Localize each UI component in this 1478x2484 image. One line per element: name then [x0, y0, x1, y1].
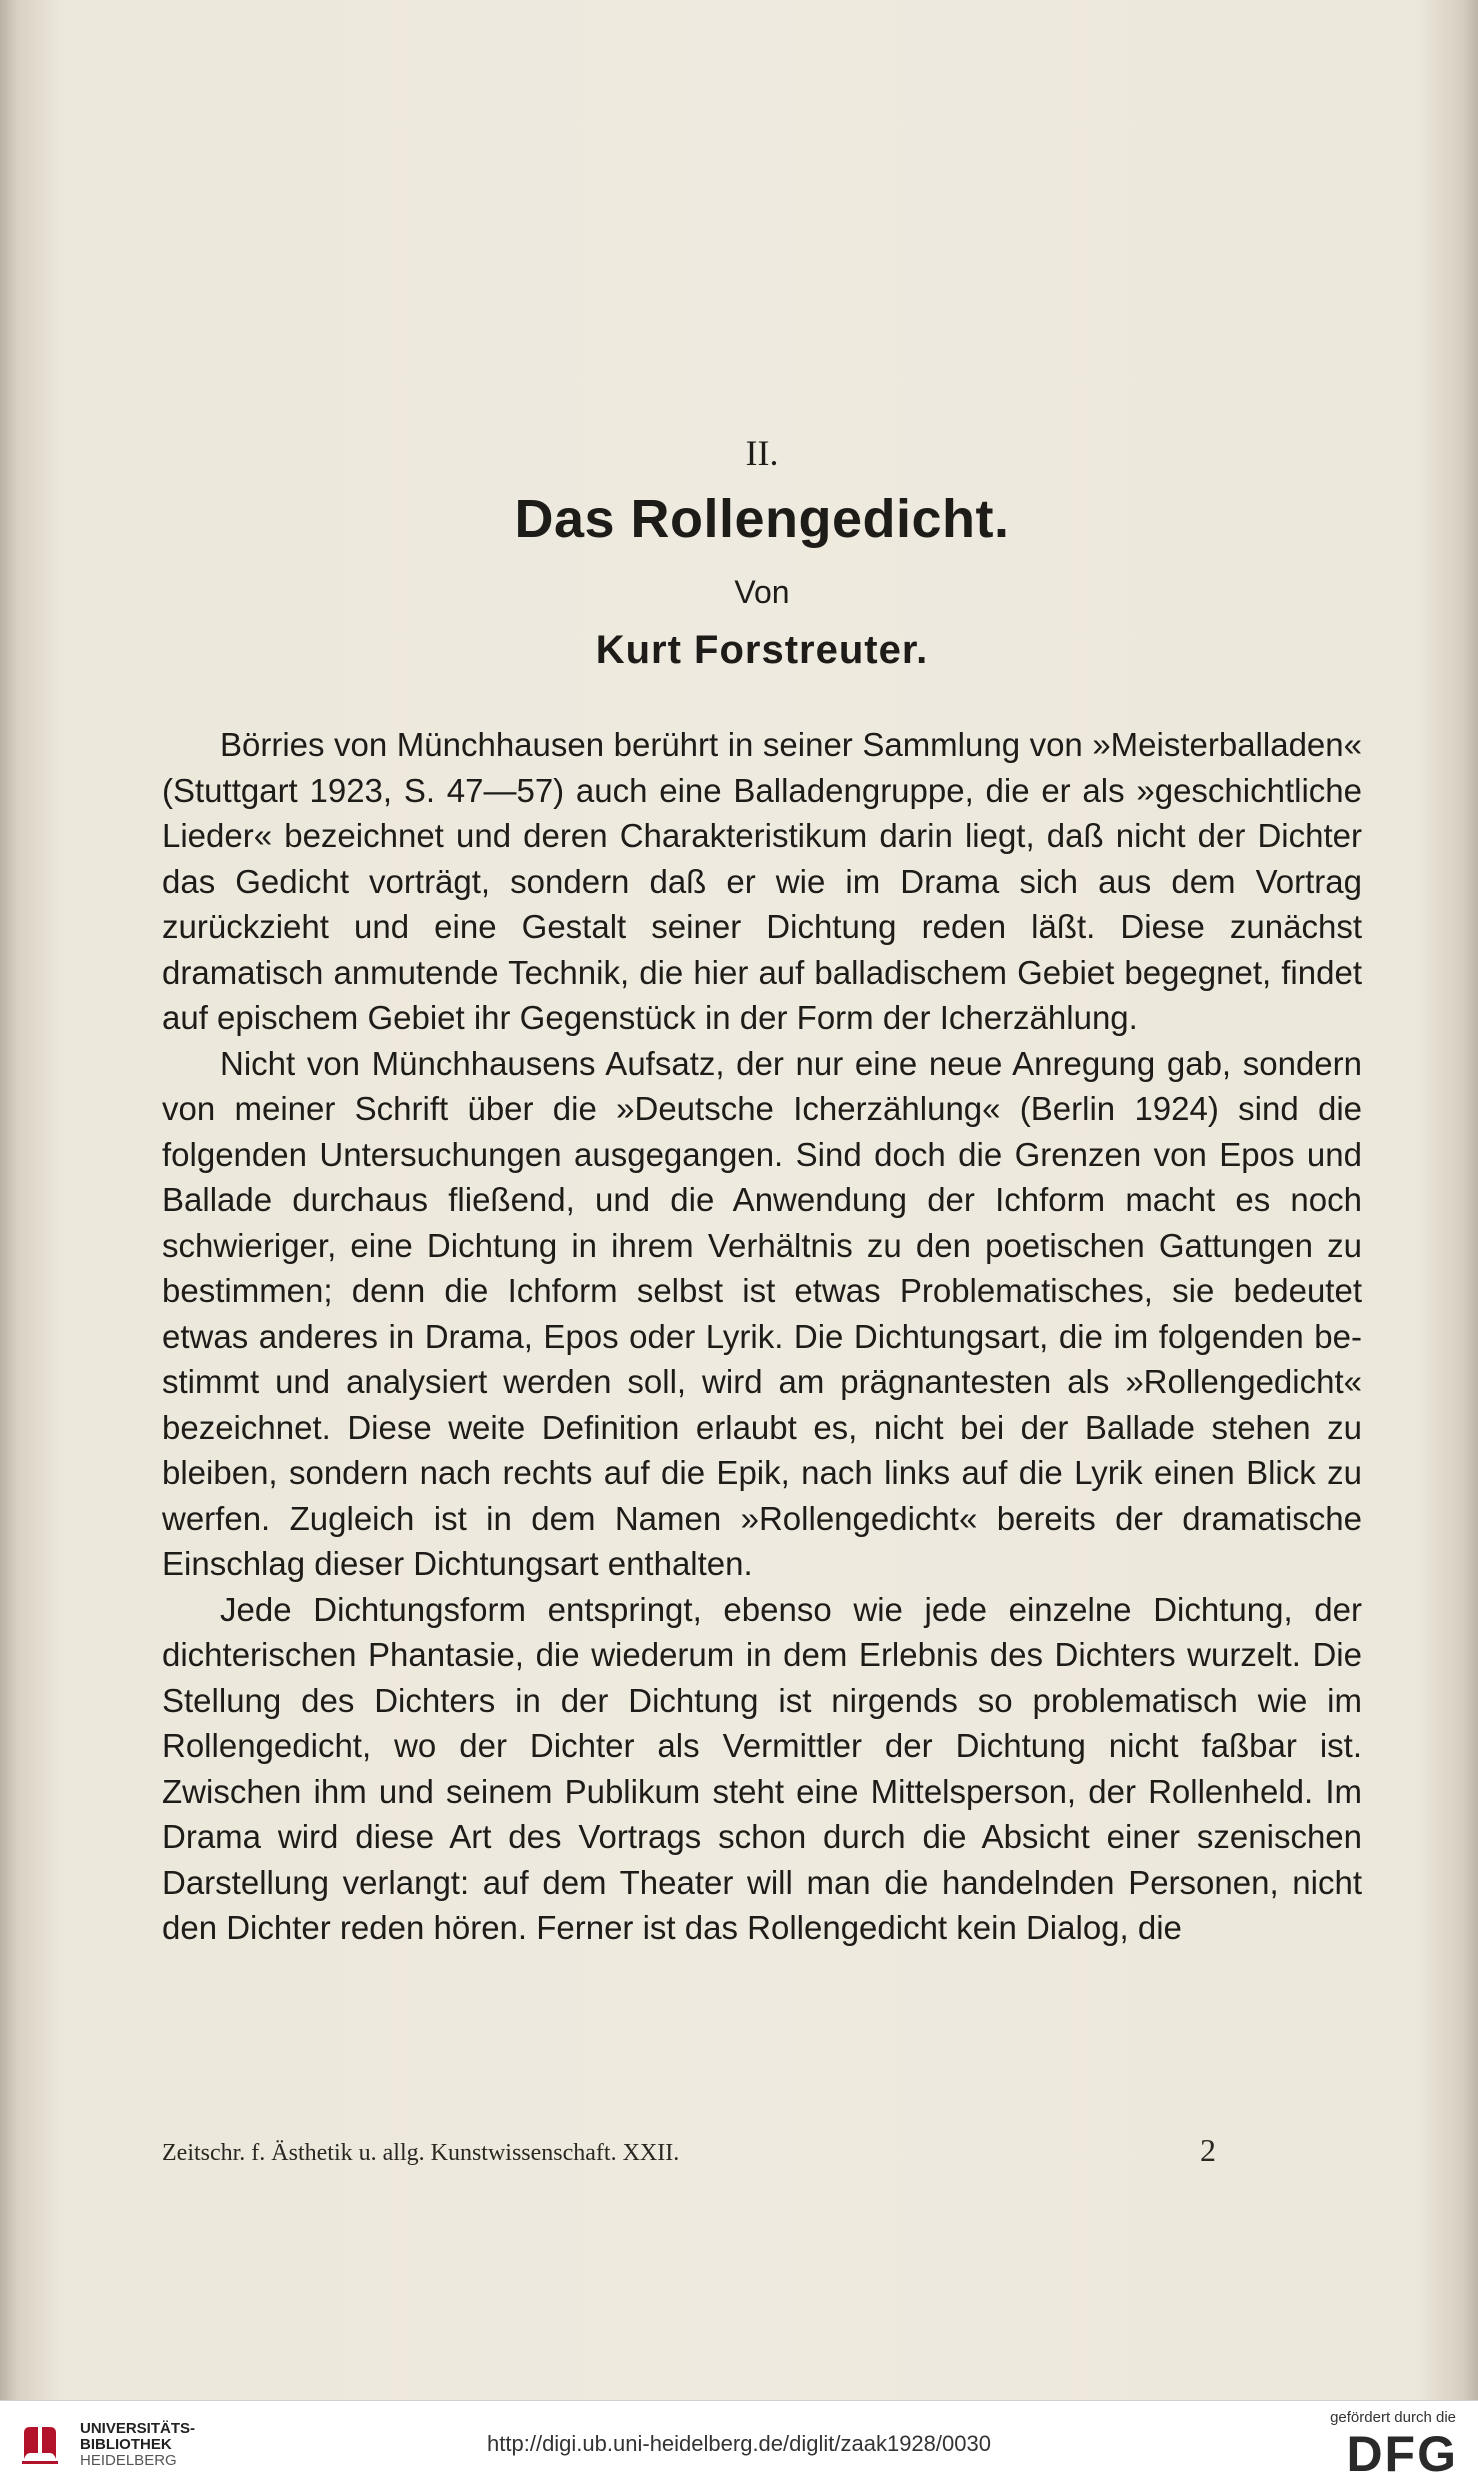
library-name-line: HEIDELBERG — [80, 2452, 177, 2469]
paragraph: Jede Dichtungsform entspringt, ebenso wie jede einzelne Dichtung, der dichterischen Phantasie, die wiederum in dem Erlebnis des Dichters wurzelt. Die Stellung des Dichters in der Dichtung ist nirgends so problematisch wie im Rollengedicht, wo der Dichter als Vermittler der Dichtung nicht faßbar ist. Zwischen ihm und seinem Publikum steht eine Mittelsperson, der Rollenheld. Im Drama wird diese Art des Vortrags schon durch die Absicht einer szenischen Darstellung verlangt: auf dem Theater will man die handelnden Personen, nicht den Dichter reden hören. Ferner ist das Rollengedicht kein Dialog, die — [162, 1590, 1362, 1946]
viewer-footer-band — [0, 2400, 1478, 2484]
library-name-line: BIBLIOTHEK — [80, 2436, 172, 2453]
dfg-logo[interactable]: DFG — [1346, 2426, 1458, 2482]
permalink-url[interactable]: http://digi.ub.uni-heidelberg.de/diglit/zaak1928/0030 — [487, 2431, 991, 2456]
article-title: Das Rollengedicht. — [514, 489, 1010, 549]
page-content — [162, 0, 1362, 2400]
section-number: II. — [745, 433, 779, 473]
funding-note: gefördert durch die — [1330, 2409, 1456, 2426]
paragraph: Nicht von Münchhausens Aufsatz, der nur eine neue Anregung gab, sondern von meiner Schrift über die »Deutsche Icherzählung« (Berlin 1924) sind die folgenden Untersuchungen ausgegangen. Sind doch die Grenzen von Epos und Ballade durchaus fließend, und die Anwendung der Ichform macht es noch schwieriger, eine Dichtung in ihrem Verhältnis zu den poetischen Gattungen zu bestimmen; denn die Ichform selbst ist etwas Problematisches, sie bedeutet etwas anderes in Drama, Epos oder Lyrik. Die Dichtungsart, die im folgenden bestimmt und analysiert werden soll, wird am prägnantesten als »Rollengedicht« bezeichnet. Diese weite Definition erlaubt es, nicht bei der Ballade stehen zu bleiben, sondern nach rechts auf die Epik, nach links auf die Lyrik einen Blick zu werfen. Zugleich ist in dem Namen »Rollengedicht« bereits der dramatische Einschlag dieser Dichtungsart enthalten. — [162, 1044, 1362, 1582]
byline-von: Von — [734, 574, 790, 610]
page-footer — [162, 2132, 1362, 2168]
library-name-line: UNIVERSITÄTS- — [80, 2420, 196, 2437]
article-author: Kurt Forstreuter. — [595, 628, 929, 672]
article-body — [162, 722, 1362, 1951]
journal-reference: Zeitschr. f. Ästhetik u. allg. Kunstwissenschaft. XXII. — [162, 2140, 680, 2166]
page-number: 2 — [1200, 2132, 1216, 2168]
paragraph: Börries von Münchhausen berührt in seiner Sammlung von »Meisterballaden« (Stuttgart 1923, S. 47—57) auch eine Balladengruppe, die er als »geschichtliche Lieder« bezeichnet und deren Charakteristikum darin liegt, daß nicht der Dichter das Gedicht vorträgt, sondern daß er wie im Drama sich aus dem Vortrag zurückzieht und eine Gestalt seiner Dichtung reden läßt. Diese zunächst dramatisch anmutende Technik, die hier auf balladischem Gebiet begegnet, findet auf epischem Gebiet ihr Gegenstück in der Form der Icherzählung. — [162, 726, 1362, 1036]
